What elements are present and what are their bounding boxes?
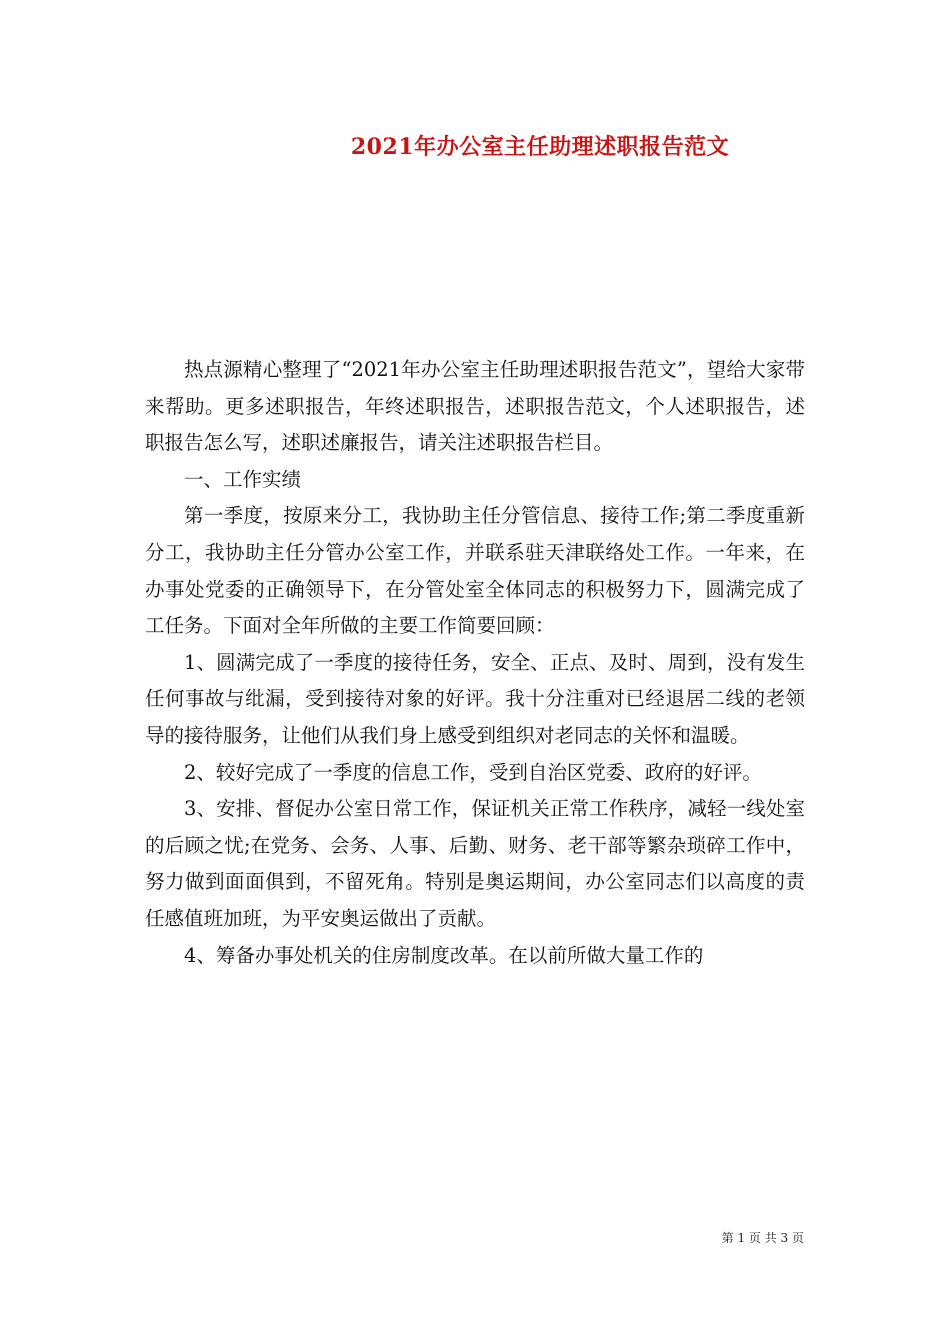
page-number: 第 1 页 共 3 页 bbox=[721, 1231, 804, 1245]
paragraph-item-4: 4、筹备办事处机关的住房制度改革。在以前所做大量工作的 bbox=[184, 943, 704, 967]
document-body bbox=[145, 352, 805, 974]
paragraph-overview: 第一季度，按原来分工，我协助主任分管信息、接待工作;第二季度重新分工，我协助主任分管办公室工作，并联系驻天津联络处工作。一年来，在办事处党委的正确领导下，在分管处室全体同志的积极努力下，圆满完成了工任务。下面对全年所做的主要工作简要回顾： bbox=[145, 504, 805, 638]
paragraph-item-1: 1、圆满完成了一季度的接待任务，安全、正点、及时、周到，没有发生任何事故与纰漏，受到接待对象的好评。我十分注重对已经退居二线的老领导的接待服务，让他们从我们身上感受到组织对老同志的关怀和温暖。 bbox=[145, 650, 805, 747]
paragraph-item-3: 3、安排、督促办公室日常工作，保证机关正常工作秩序，减轻一线处室的后顾之忧;在党务、会务、人事、后勤、财务、老干部等繁杂琐碎工作中，努力做到面面俱到，不留死角。特别是奥运期间，办公室同志们以高度的责任感值班加班，为平安奥运做出了贡献。 bbox=[145, 797, 805, 930]
section-heading: 一、工作实绩 bbox=[184, 467, 302, 491]
document-title: 2021年办公室主任助理述职报告范文 bbox=[350, 134, 730, 160]
paragraph-item-2: 2、较好完成了一季度的信息工作，受到自治区党委、政府的好评。 bbox=[184, 760, 762, 784]
paragraph-intro: 热点源精心整理了“2021年办公室主任助理述职报告范文”，望给大家带来帮助。更多述职报告，年终述职报告，述职报告范文，个人述职报告，述职报告怎么写，述职述廉报告，请关注述职报告栏目。 bbox=[145, 358, 805, 455]
